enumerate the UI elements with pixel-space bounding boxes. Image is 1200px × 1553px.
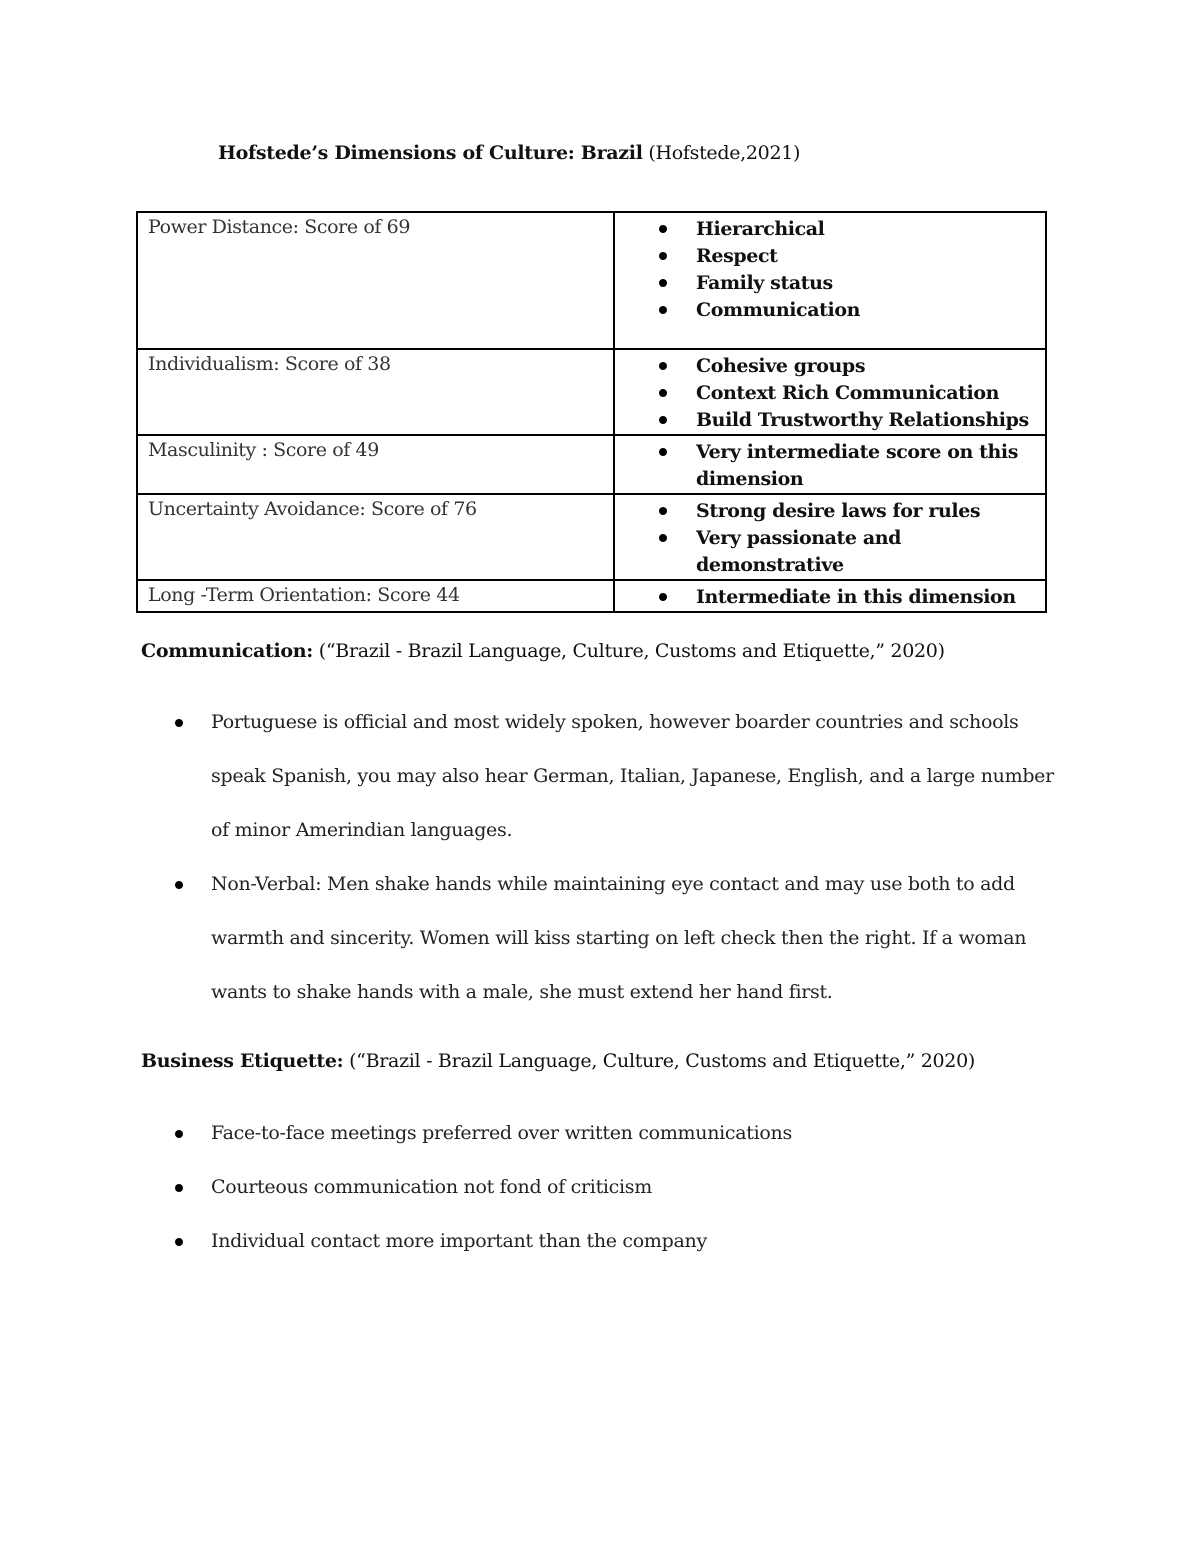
- list-item: Portuguese is official and most widely spoken, however boarder countries and schools speak Spanish, you may also hear German, Italian, Japanese, English, and a large number of minor Amerindian languages.: [174, 695, 1074, 857]
- dimension-label: Power Distance: Score of 69: [137, 212, 614, 349]
- dimension-label: Individualism: Score of 38: [137, 349, 614, 435]
- list-item: Intermediate in this dimension: [659, 584, 1037, 611]
- table-row: [137, 435, 1046, 494]
- title-text: Hofstede’s Dimensions of Culture: Brazil: [218, 142, 643, 164]
- communication-citation: (“Brazil - Brazil Language, Culture, Customs and Etiquette,” 2020): [313, 640, 945, 662]
- list-item: Family status: [659, 270, 1037, 297]
- dimension-points: [614, 349, 1046, 435]
- list-item: Context Rich Communication: [659, 380, 1037, 407]
- list-item: Build Trustworthy Relationships: [659, 407, 1037, 434]
- communication-list: [174, 695, 1074, 1019]
- list-item: Cohesive groups: [659, 353, 1037, 380]
- dimension-label: Masculinity : Score of 49: [137, 435, 614, 494]
- list-item: Non-Verbal: Men shake hands while maintaining eye contact and may use both to add warmth and sincerity. Women will kiss starting on left check then the right. If a woman wants to shake hands with a male, she must extend her hand first.: [174, 857, 1074, 1019]
- table-row: [137, 494, 1046, 580]
- table-row: [137, 212, 1046, 349]
- dimension-points: [614, 212, 1046, 349]
- business-etiquette-list: [174, 1106, 1074, 1268]
- list-item: Face-to-face meetings preferred over written communications: [174, 1106, 1074, 1160]
- list-item: Very intermediate score on this dimension: [659, 439, 1037, 493]
- dimension-label: Uncertainty Avoidance: Score of 76: [137, 494, 614, 580]
- communication-heading-text: Communication:: [141, 640, 314, 662]
- document-title: [218, 142, 800, 164]
- list-item: Individual contact more important than the company: [174, 1214, 1074, 1268]
- list-item: Communication: [659, 297, 1037, 324]
- business-etiquette-heading: [141, 1050, 975, 1072]
- list-item: Courteous communication not fond of criticism: [174, 1160, 1074, 1214]
- list-item: Very passionate and demonstrative: [659, 525, 1037, 579]
- business-citation: (“Brazil - Brazil Language, Culture, Customs and Etiquette,” 2020): [343, 1050, 975, 1072]
- list-item: Respect: [659, 243, 1037, 270]
- dimension-points: [614, 435, 1046, 494]
- dimension-points: [614, 580, 1046, 612]
- communication-heading: [141, 640, 945, 662]
- table-row: [137, 580, 1046, 612]
- list-item: Strong desire laws for rules: [659, 498, 1037, 525]
- title-citation: (Hofstede,2021): [642, 142, 801, 164]
- dimensions-table: [136, 211, 1047, 613]
- table-row: [137, 349, 1046, 435]
- dimension-label: Long -Term Orientation: Score 44: [137, 580, 614, 612]
- business-heading-text: Business Etiquette:: [141, 1050, 344, 1072]
- list-item: Hierarchical: [659, 216, 1037, 243]
- dimension-points: [614, 494, 1046, 580]
